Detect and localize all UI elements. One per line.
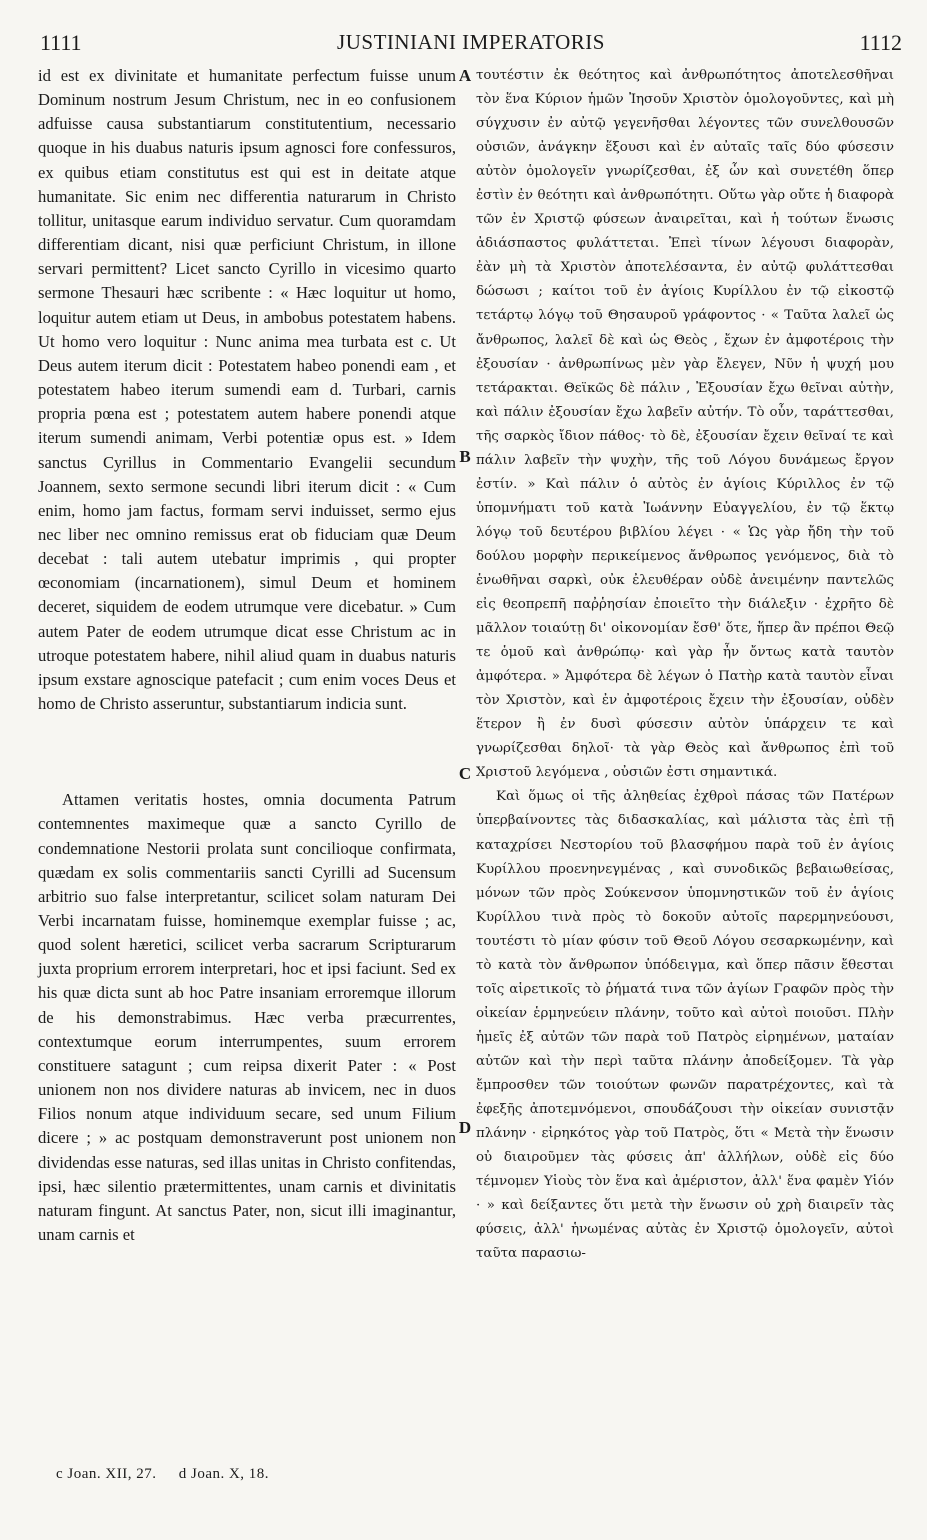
greek-paragraph-2: Καὶ ὅμως οἱ τῆς ἀληθείας ἐχθροὶ πάσας τῶν Πατέρων ὑπερβαίνοντες τὰς διδασκαλίας, καὶ μάλιστα τὰς ἐπὶ τῇ καταχρίσει Νεστορίου τοῦ βλασφήμου παρὰ τοῦ ἐν ἁγίοις Κυρίλλου προενηνεγμένας , καὶ συνοδικῶς βεβαιωθείσας, μόνων τῶν πρὸς Σούκενσον ὑπομνηστικῶν τοῦ ἐν ἁγίοις Κυρίλλου τινὰ πρὸς τὸ δοκοῦν αὐτοῖς παρερμηνεύουσι, τουτέστι τὸ μίαν φύσιν τοῦ Θεοῦ Λόγου σεσαρκωμένην, καὶ τὸ κατὰ τὸν ἄνθρωπον ὑπόδειγμα, καὶ ὅπερ πᾶσιν ἔθεσται τοῖς αἱρετικοῖς τὸ ῥήματά τινα τῶν ἁγίων Γραφῶν πρὸς τὴν οἰκείαν ἑρμηνεύειν πλάνην, τοῦτο καὶ αὐτοὶ ποιοῦσι. Πλὴν ἡμεῖς ἐξ αὐτῶν τῶν παρὰ τοῦ Πατρὸς εἰρημένων, ματαίαν αὐτῶν καὶ τὴν περὶ ταῦτα πλάνην ἀποδείξομεν. Τὰ γὰρ ἔμπροσθεν τῶν τοιούτων φωνῶν παρατρέχοντες, καὶ τὰ ἐφεξῆς ἀποτεμνόμενοι, σπουδάζουσι τὴν οἰκείαν συνιστᾷν πλάνην · εἰρηκότος γὰρ τοῦ Πατρὸς, ὅτι « Μετὰ τὴν ἕνωσιν οὐ διαιροῦμεν τὰς φύσεις ἀπ' ἀλλήλων, οὐδὲ εἰς δύο τέμνομεν Υἱοὺς τὸν ἕνα καὶ ἀμέριστον, ἀλλ' ἕνα φαμὲν Υἱόν · » καὶ δείξαντες ὅτι μετὰ τὴν ἕνωσιν οὐ χρὴ διαιρεῖν τὰς φύσεις, ἀλλ' ἡνωμένας αὐτὰς ἐν Χριστῷ ὁμολογεῖν, αὐτοὶ ταῦτα παρασιω- (476, 789, 894, 1262)
greek-paragraph-1: τουτέστιν ἐκ θεότητος καὶ ἀνθρωπότητος ἀποτελεσθῆναι τὸν ἕνα Κύριον ἡμῶν Ἰησοῦν Χριστὸν ὁμολογοῦντες, καὶ μὴ σύγχυσιν ἐν αὐτῷ γεγενῆσθαι λέγοντες τῶν συνελθουσῶν οὐσιῶν, ἀνάγκην ἕξουσι καὶ ἐν αὐταῖς ταῖς δύο φύσεσιν αὐτὸν ὁμολογεῖν γνωρίζεσθαι, ἐξ ὧν καὶ συνετέθη ὅπερ ἐστὶν ἐν θεότητι καὶ ἀνθρωπότητι. Οὕτω γὰρ οὔτε ἡ διαφορὰ τῶν ἐν Χριστῷ φύσεων ἀναιρεῖται, καὶ ἡ τούτων ἕνωσις ἀδιάσπαστος φυλάττεται. Ἐπεὶ τίνων λέγουσι διαφορὰν, ἐὰν μὴ τὰ Χριστὸν ἀποτελέσαντα, ἐν αὐτῷ φυλάττεσθαι δώσωσι ; καίτοι τοῦ ἐν ἁγίοις Κυρίλλου ἐν τῷ εἰκοστῷ τετάρτῳ λόγῳ τοῦ Θησαυροῦ γράφοντος · « Ταῦτα λαλεῖ ὡς ἄνθρωπος, λαλεῖ δὲ καὶ ὡς Θεὸς , ἔχων ἐν ἀμφοτέροις τὴν ἐξουσίαν · ἀνθρωπίνως μὲν γὰρ ἔλεγεν, Νῦν ἡ ψυχή μου τετάρακται. Θεϊκῶς δὲ πάλιν , Ἐξουσίαν ἔχω θεῖναι αὐτὴν, καὶ πάλιν ἐξουσίαν ἔχω λαβεῖν αὐτήν. Τὸ οὖν, ταράττεσθαι, τῆς σαρκὸς ἴδιον πάθος· τὸ δὲ, ἐξουσίαν ἔχειν θεῖναί τε καὶ πάλιν λαβεῖν τὴν ψυχὴν, τῆς τοῦ Λόγου δυνάμεως ἔργον ἐστίν. » Καὶ πάλιν ὁ αὐτὸς ἐν ἁγίοις Κύριλλος ἐν τῷ ὑπομνήματι τοῦ κατὰ Ἰωάννην Εὐαγγελίου, ἐν τῷ ἕκτῳ λόγῳ τοῦ δευτέρου βιβλίου λέγει · « Ὡς γὰρ ἤδη τὴν τοῦ δούλου μορφὴν περικείμενος ἄνθρωπος γενόμενος, διὰ τὸ ἑνωθῆναι σαρκὶ, οὐκ ἐλευθέραν οὐδὲ ἀνειμένην παντελῶς εἰς θεοπρεπῆ παῤῥησίαν ἐποιεῖτο τὴν διάλεξιν · ἐχρῆτο δὲ μᾶλλον τοιαύτῃ δι' οἰκονομίαν ἔσθ' ὅτε, ἥπερ ἂν πρέποι Θεῷ τε ὁμοῦ καὶ ἀνθρώπῳ· καὶ γὰρ ἦν ὄντως κατὰ ταυτὸν ἀμφότερα. » Ἀμφότερα δὲ λέγων ὁ Πατὴρ κατὰ ταυτὸν εἶναι τὸν Χριστὸν, καὶ ἐν ἀμφοτέροις ἔχειν τὴν ἐξουσίαν, οὐδὲν ἕτερον ἢ ἐν δυσὶ φύσεσιν αὐτὸν ὑπάρχειν τε καὶ γνωρίζεσθαι δηλοῖ· τὰ γὰρ Θεὸς καὶ ἄνθρωπος ἐπὶ τοῦ Χριστοῦ λεγόμενα , οὐσιῶν ἐστι σημαντικά. (476, 68, 894, 781)
latin-paragraph-1: id est ex divinitate et humanitate perfectum fuisse unum Dominum nostrum Jesum Christum, nec in eo confusionem adfuisse causa substantiarum constitutentium, necessario quoque in his duabus naturis ipsum agnosci fore confessuros, ex quibus etiam constitutus est qui est in deitate atque humanitate. Sic enim nec differentia naturarum in Christo tollitur, unitasque earum individuo servatur. Cum quoramdam differentiam dicant, nisi quæ perficiunt Christum, in illone servari permittent? Licet sancto Cyrillo in vicesimo quarto sermone Thesauri hæc scribente : « Hæc loquitur ut homo, loquitur autem etiam ut Deus, in ambobus potestatem habens. Ut homo vero loquitur : Nunc anima mea turbata est c. Ut Deus autem iterum dicit : Potestatem habeo ponendi eam , et potestatem habeo iterum sumendi eam d. Turbari, carnis propria pœna est ; potestatem autem habere ponendi atque iterum sumendi animam, Verbi potentiæ opus est. » Idem sanctus Cyrillus in Commentario Evangelii secundum Joannem, sexto sermone secundi libri iterum dicit : « Cum enim, homo jam factus, formam servi induisset, sermo ejus nec liber nec omnino remissus erat ob fiduciam quæ Deum decebat : tali autem utebatur imprimis , qui propter œconomiam (incarnationem), simul Deum et hominem deceret, siquidem de eodem utrumque vere dicebatur. » Cum autem Pater de eodem utrumque dicat esse Christum ac in utroque potestatem habere, nihil aliud quam in duabus naturis ipsum exstare agnoscique patefacit ; cum enim voces Deus et homo de Christo asseruntur, substantiarum indicia sunt. (38, 66, 456, 714)
page-header (40, 30, 902, 60)
footnote-d: d Joan. X, 18. (178, 1466, 270, 1482)
section-marker-a: A (458, 66, 472, 85)
latin-paragraph-2: Attamen veritatis hostes, omnia documenta Patrum contemnentes maximeque quæ a sancto Cyrillo de condemnatione Nestorii prolata sunt concilioque confirmata, quædam ex solis commentariis sancti Cyrilli ad Sucensum arbitrio suo false interpretantur, scilicet solam naturam Dei Verbi incarnatam fuisse, hominemque exemplar fuisse ; ac, quod solent hæretici, scilicet verba sacrarum Scripturarum juxta proprium errorem interpretari, hoc et ipsi faciunt. Sed ex his quæ dicta sunt ab hoc Patre insaniam erroremque illorum de his demonstrabimus. Hæc verba præcurrentes, contextumque eorum interrumpentes, suum errorem constituere satagunt ; cum reipsa dixerit Pater : « Post unionem non nos dividere naturas ab invicem, nec in duos Filios nonum atque individuum secare, sed unum Filium dicere ; » ac postquam demonstraverunt post unionem non dividendas esse naturas, sed illas unitas in Christo confitendas, ipsi, hæc silentio prætermittentes, unam carnis et divinitatis naturam fingunt. At sanctus Pater, non, sicut illi imaginantur, unam carnis et (38, 790, 456, 1245)
latin-column (38, 64, 456, 1247)
running-title: JUSTINIANI IMPERATORIS (337, 30, 605, 54)
greek-column (476, 64, 894, 1266)
section-marker-d: D (458, 1118, 472, 1137)
section-marker-b: B (459, 447, 471, 466)
footnote-c: c Joan. XII, 27. (56, 1466, 157, 1482)
section-marker-c: C (458, 764, 472, 783)
page-number-right: 1112 (859, 30, 902, 55)
footnotes (56, 1466, 269, 1483)
page-number-left: 1111 (40, 30, 82, 55)
